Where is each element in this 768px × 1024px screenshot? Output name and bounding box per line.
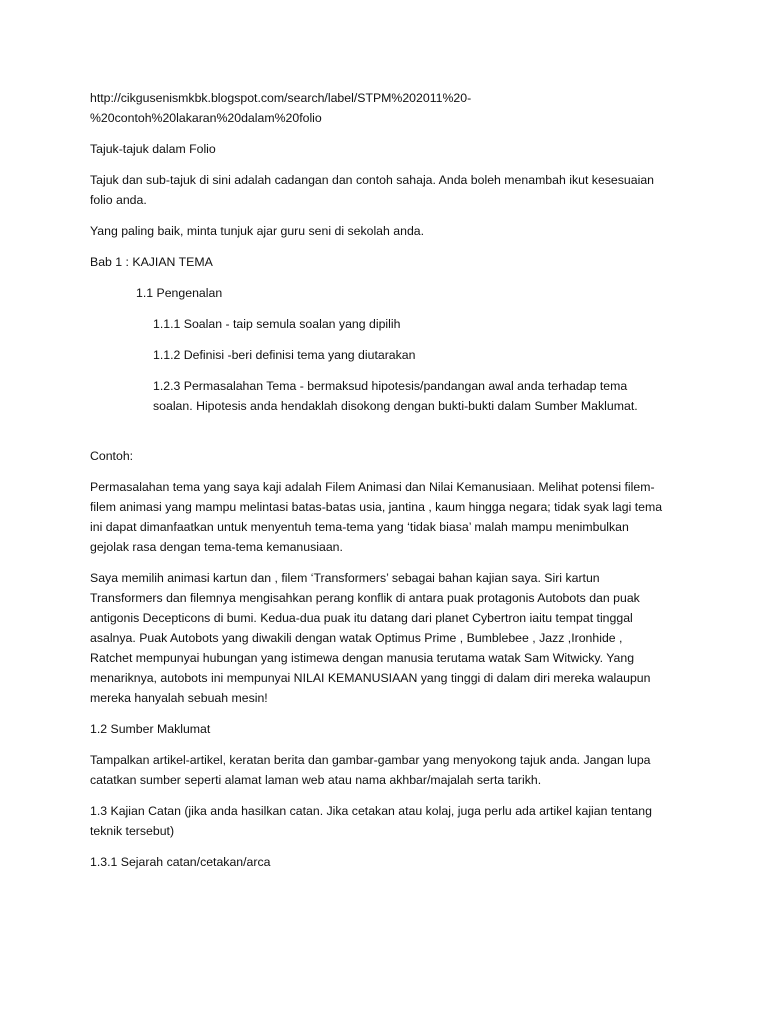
advice-paragraph: Yang paling baik, minta tunjuk ajar guru seni di sekolah anda.	[90, 224, 425, 238]
text-line: soalan. Hipotesis anda hendaklah disokong dengan bukti-bukti dalam Sumber Maklumat.	[153, 399, 638, 413]
text-line: gejolak rasa dengan tema-tema kemanusiaan.	[90, 540, 343, 554]
example-paragraph-2	[90, 568, 686, 708]
text-line: menariknya, autobots ini mempunyai NILAI KEMANUSIAAN yang tinggi di dalam diri mereka walaupun	[90, 671, 651, 685]
text-line: Tampalkan artikel-artikel, keratan berita dan gambar-gambar yang menyokong tajuk anda. Jangan lupa	[90, 753, 651, 767]
section-1-2-3	[90, 376, 686, 416]
section-1-3-1: 1.3.1 Sejarah catan/cetakan/arca	[90, 855, 271, 869]
document-page	[90, 88, 686, 872]
text-line: mereka hanyalah sebuah mesin!	[90, 691, 268, 705]
chapter-heading: Bab 1 : KAJIAN TEMA	[90, 255, 213, 269]
text-line: 1.2.3 Permasalahan Tema - bermaksud hipotesis/pandangan awal anda terhadap tema	[153, 379, 628, 393]
source-url	[90, 88, 686, 128]
document-heading: Tajuk-tajuk dalam Folio	[90, 142, 216, 156]
url-line: %20contoh%20lakaran%20dalam%20folio	[90, 111, 322, 125]
intro-paragraph	[90, 170, 686, 210]
text-line: Transformers dan filemnya mengisahkan perang konflik di antara puak protagonis Autobots dan puak	[90, 591, 640, 605]
url-line: http://cikgusenismkbk.blogspot.com/search/label/STPM%202011%20-	[90, 91, 472, 105]
section-1-1-2: 1.1.2 Definisi -beri definisi tema yang diutarakan	[153, 348, 416, 362]
text-line: filem animasi yang mampu melintasi batas-batas usia, jantina , kaum hingga negara; tidak syak lagi tema	[90, 500, 663, 514]
text-line: antigonis Decepticons di bumi. Kedua-dua puak itu datang dari planet Cybertron iaitu tempat tinggal	[90, 611, 633, 625]
section-1-3	[90, 801, 686, 841]
text-line: asalnya. Puak Autobots yang diwakili dengan watak Optimus Prime , Bumblebee , Jazz ,Ironhide ,	[90, 631, 623, 645]
example-paragraph-1	[90, 477, 686, 557]
text-line: ini dapat dimanfaatkan untuk menyentuh tema-tema yang ‘tidak biasa’ malah mampu menimbulkan	[90, 520, 629, 534]
sources-paragraph	[90, 750, 686, 790]
text-line: 1.3 Kajian Catan (jika anda hasilkan catan. Jika cetakan atau kolaj, juga perlu ada artikel kajian tentang	[90, 804, 652, 818]
section-1-1-1: 1.1.1 Soalan - taip semula soalan yang dipilih	[153, 317, 401, 331]
text-line: teknik tersebut)	[90, 824, 175, 838]
text-line: Permasalahan tema yang saya kaji adalah Filem Animasi dan Nilai Kemanusiaan. Melihat potensi filem-	[90, 480, 655, 494]
section-1-2: 1.2 Sumber Maklumat	[90, 722, 211, 736]
example-label: Contoh:	[90, 449, 134, 463]
section-1-1: 1.1 Pengenalan	[136, 286, 223, 300]
text-line: Tajuk dan sub-tajuk di sini adalah cadangan dan contoh sahaja. Anda boleh menambah ikut kesesuaian	[90, 173, 655, 187]
text-line: folio anda.	[90, 193, 147, 207]
text-line: Saya memilih animasi kartun dan , filem ‘Transformers’ sebagai bahan kajian saya. Siri kartun	[90, 571, 600, 585]
text-line: catatkan sumber seperti alamat laman web atau nama akhbar/majalah serta tarikh.	[90, 773, 542, 787]
text-line: Ratchet mempunyai hubungan yang istimewa dengan manusia terutama watak Sam Witwicky. Yang	[90, 651, 635, 665]
